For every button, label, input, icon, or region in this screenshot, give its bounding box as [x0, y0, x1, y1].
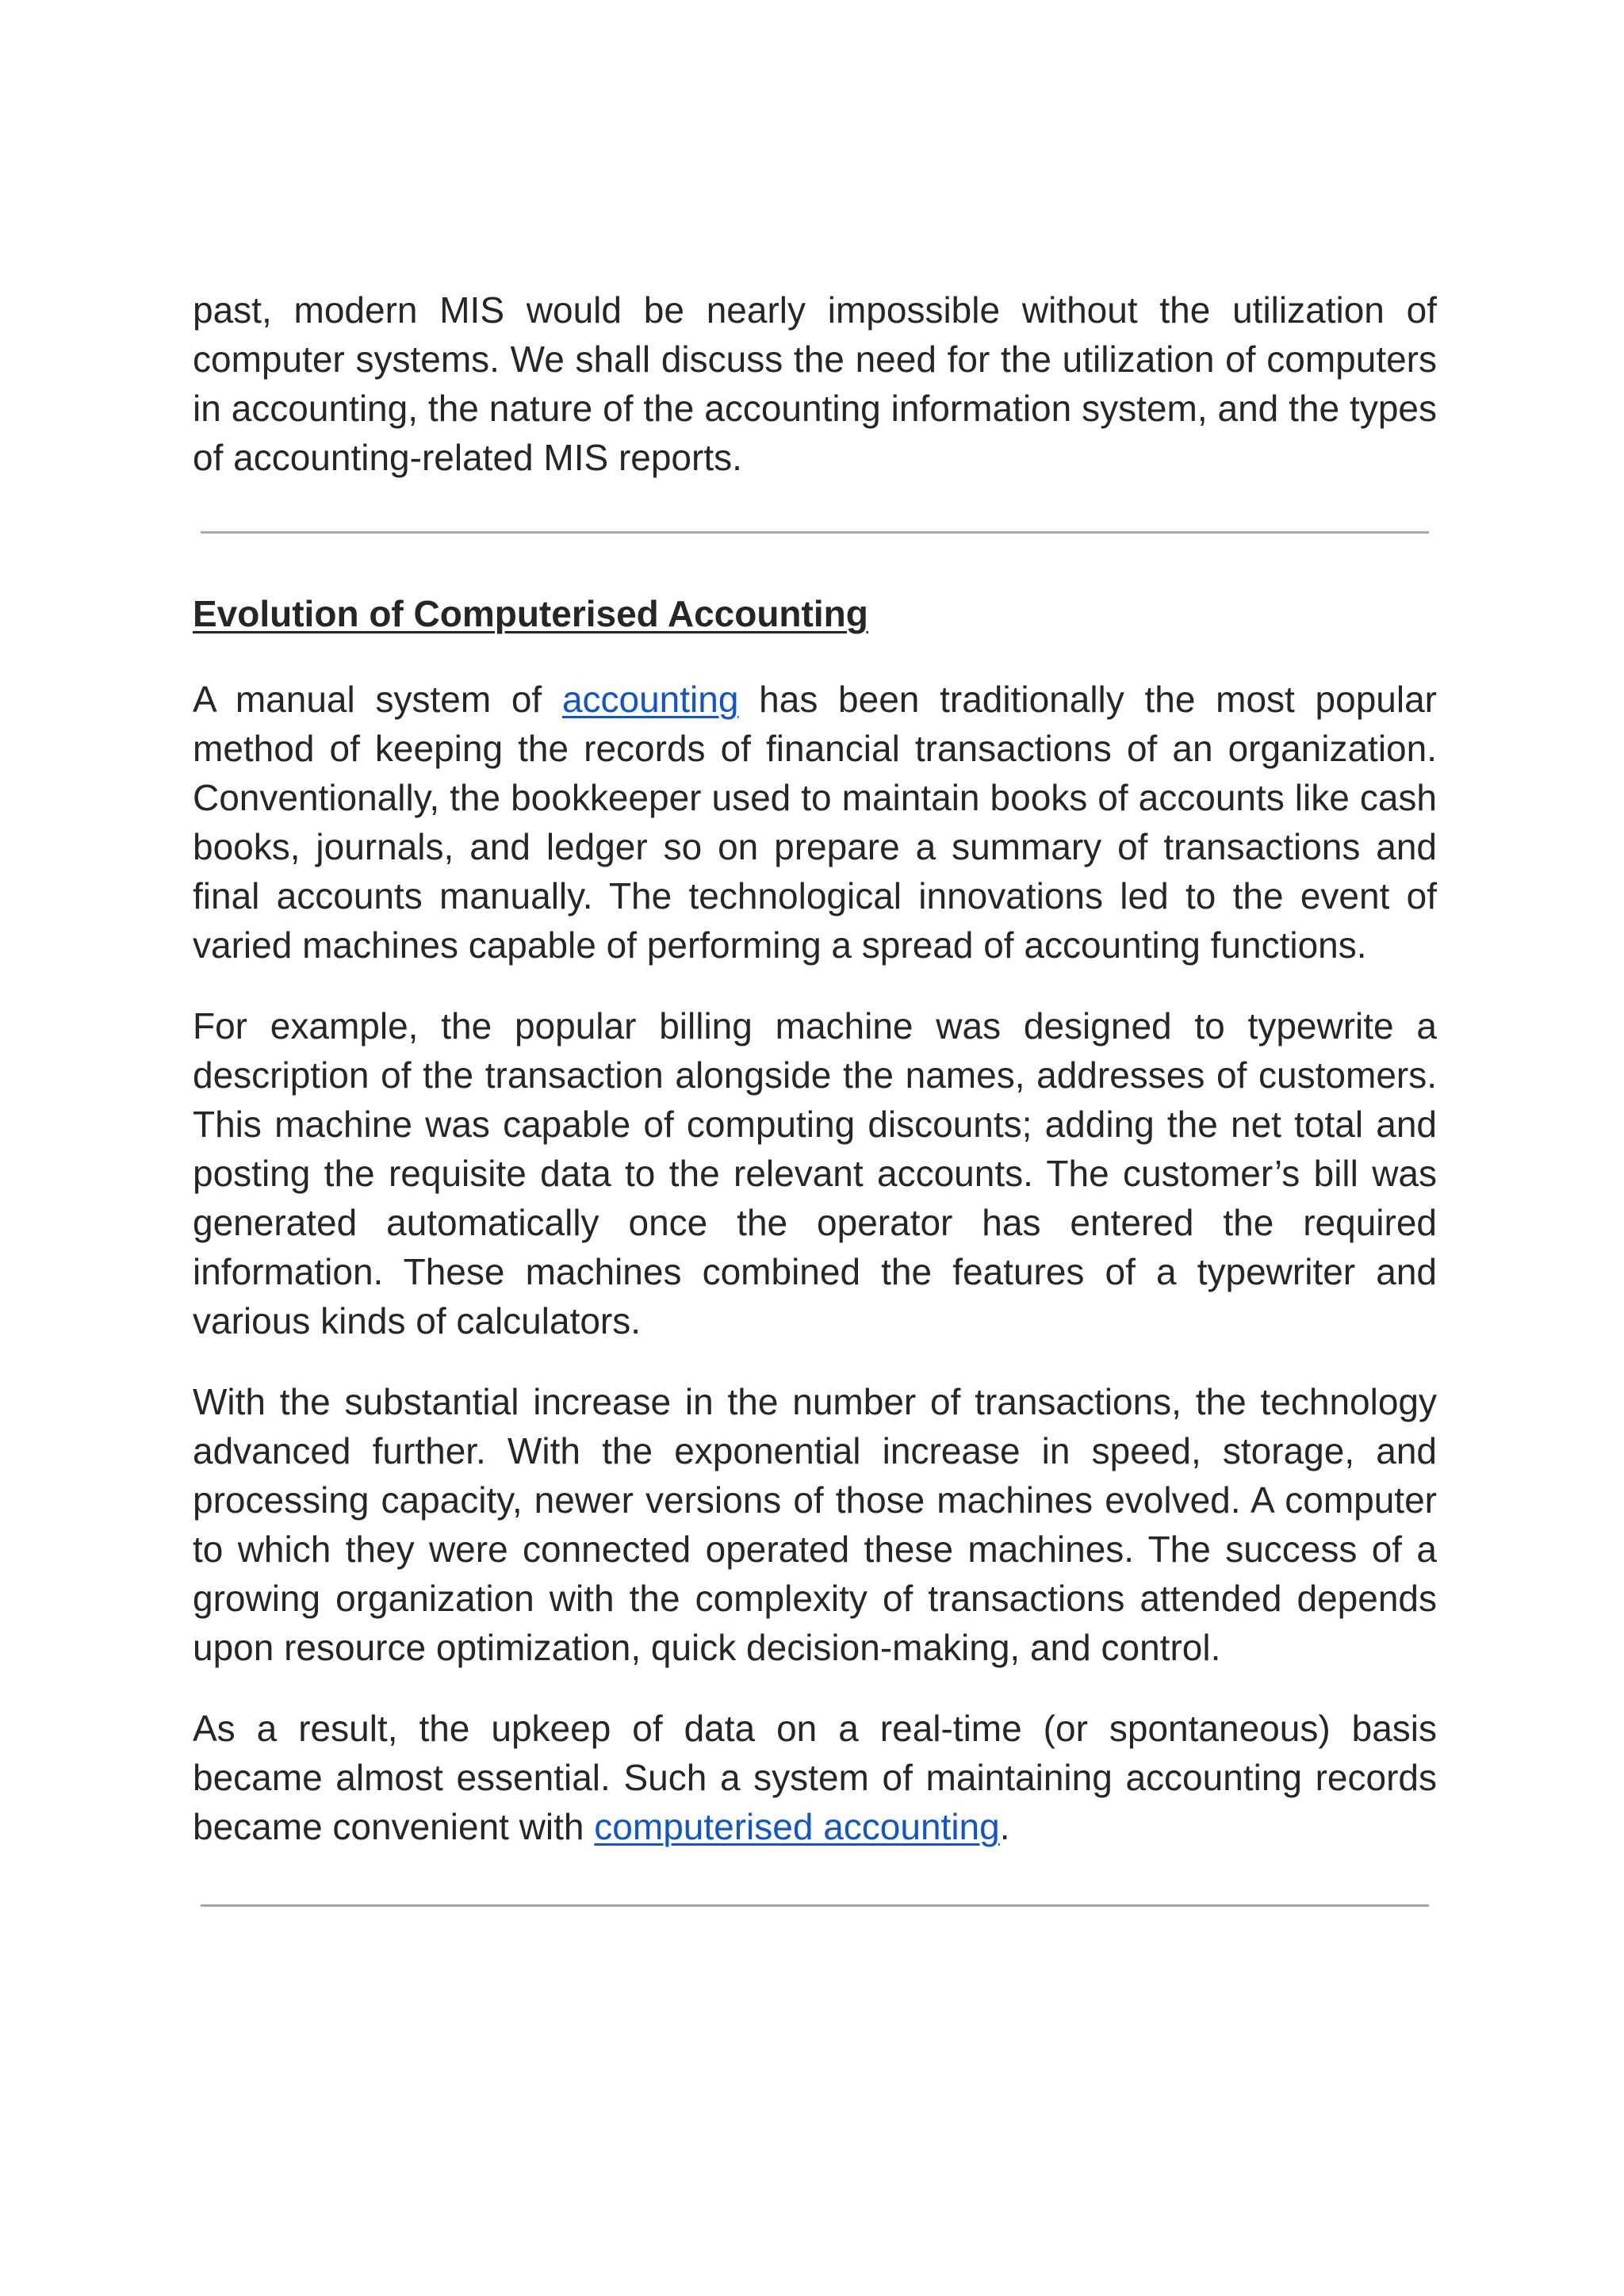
- horizontal-rule: [201, 531, 1429, 534]
- paragraph-manual-system: [193, 675, 1437, 970]
- accounting-link[interactable]: accounting: [561, 679, 739, 720]
- intro-paragraph: past, modern MIS would be nearly impossible without the utilization of computer systems. We shall discuss the need for the utilization of computers in accounting, the nature of the accounting information system, and the types of accounting-related MIS reports.: [193, 289, 1437, 478]
- paragraph-text: .: [999, 1806, 1010, 1847]
- paragraph-text: A manual system of: [193, 679, 562, 720]
- document-page: [193, 285, 1437, 1907]
- paragraph-technology-advance: With the substantial increase in the number of transactions, the technology advanced further. With the exponential increase in speed, storage, and processing capacity, newer versions of those machines evolved. A computer to which they were connected operated these machines. The success of a growing organization with the complexity of transactions attended depends upon resource optimization, quick decision-making, and control.: [193, 1381, 1437, 1668]
- paragraph-billing-machine: For example, the popular billing machine was designed to typewrite a description of the transaction alongside the names, addresses of customers. This machine was capable of computing discounts; adding the net total and posting the requisite data to the relevant accounts. The customer’s bill was generated automatically once the operator has entered the required information. These machines combined the features of a typewriter and various kinds of calculators.: [193, 1005, 1437, 1341]
- paragraph-text: As a result, the upkeep of data on a real-time (or spontaneous) basis became almost essential. Such a system of maintaining accounting records became convenient with: [193, 1708, 1437, 1847]
- horizontal-rule: [201, 1904, 1429, 1907]
- section-heading: Evolution of Computerised Accounting: [193, 593, 868, 634]
- paragraph-text: has been traditionally the most popular method of keeping the records of financial transactions of an organization. Conventionally, the bookkeeper used to maintain books of accounts like cash books, journals, and ledger so on prepare a summary of transactions and final accounts manually. The technological innovations led to the event of varied machines capable of performing a spread of accounting functions.: [193, 679, 1437, 966]
- paragraph-real-time-data: [193, 1704, 1437, 1851]
- computerised-accounting-link[interactable]: computerised accounting: [594, 1806, 1000, 1847]
